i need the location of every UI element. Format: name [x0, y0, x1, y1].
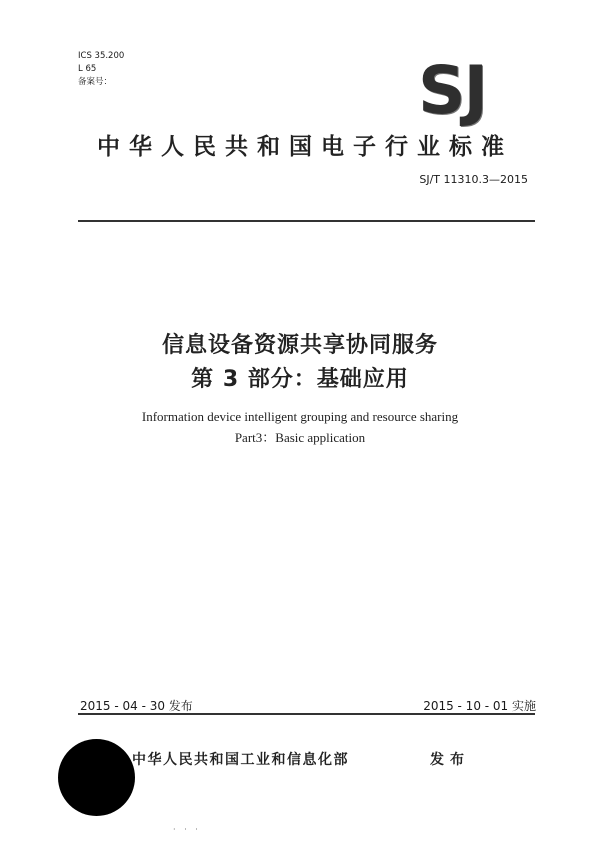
issue-date: 2015 - 04 - 30 发布	[80, 699, 193, 713]
seal-stamp	[58, 739, 135, 816]
standard-category-title: 中华人民共和国电子行业标准	[97, 134, 513, 160]
header-divider	[78, 220, 535, 222]
issue-verb: 发布	[430, 752, 470, 768]
title-cn-line1: 信息设备资源共享协同服务	[161, 333, 438, 358]
title-cn-line2: 第 3 部分：基础应用	[191, 367, 409, 392]
title-en-line1: Information device intelligent grouping and resource sharing	[141, 409, 459, 424]
filing-number-label: 备案号：	[78, 77, 113, 87]
scan-specks: · · ·	[173, 825, 201, 834]
title-en-line2: Part3：Basic application	[234, 430, 366, 445]
ccs-code: L 65	[78, 64, 97, 74]
classification-block	[78, 50, 124, 89]
implementation-date: 2015 - 10 - 01 实施	[423, 699, 536, 713]
sj-logo: SJ	[418, 52, 487, 129]
footer-divider	[78, 713, 535, 715]
standard-number: SJ/T 11310.3—2015	[419, 173, 528, 186]
ics-code: ICS 35.200	[78, 51, 125, 61]
issuer-name: 中华人民共和国工业和信息化部	[132, 752, 349, 768]
